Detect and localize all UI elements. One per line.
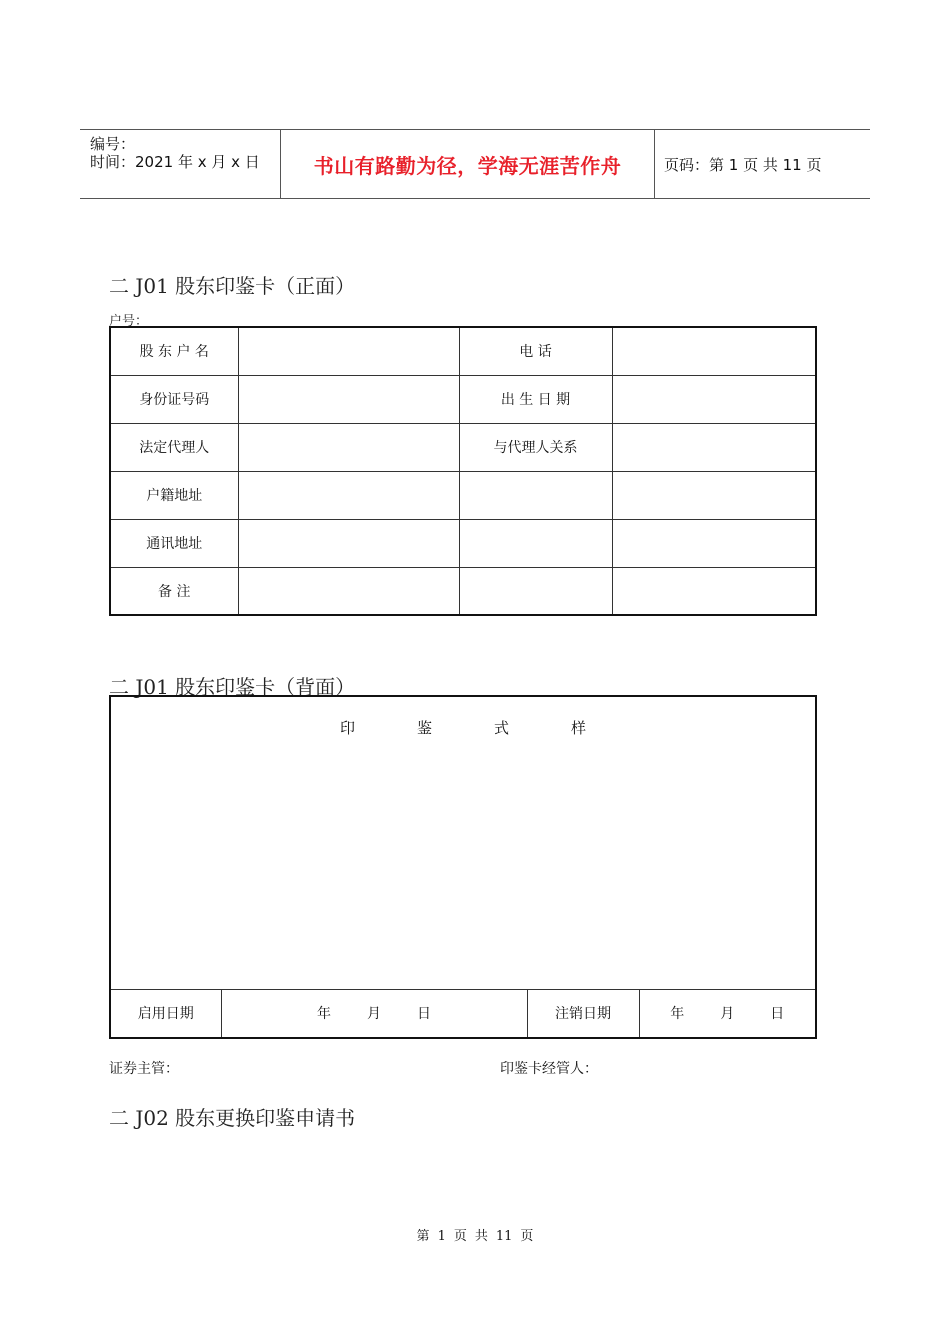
seal-char: 鉴 (416, 719, 432, 737)
card-keeper-label: 印鉴卡经管人： (500, 1061, 598, 1077)
page-word: 页 (453, 1229, 467, 1244)
row-label: 通讯地址 (110, 519, 238, 567)
page-word: 页 (520, 1229, 534, 1244)
value-cell[interactable] (459, 519, 612, 567)
value-cell[interactable] (238, 423, 459, 471)
year-label: 年 (317, 1006, 331, 1023)
page-info-text: 页码：第 1 页 共 11 页 (664, 155, 822, 174)
document-header (80, 129, 870, 199)
start-date-label: 启用日期 (110, 990, 221, 1038)
seal-char: 式 (494, 719, 510, 737)
table-row (110, 990, 816, 1038)
header-motto (281, 130, 655, 198)
row-label: 身份证号码 (110, 375, 238, 423)
page-word: 共 (474, 1229, 488, 1244)
value-cell[interactable] (238, 567, 459, 615)
row-label: 法定代理人 (110, 423, 238, 471)
motto-text: 书山有路勤为径，学海无涯苦作舟 (313, 153, 622, 178)
seal-specimen-title (111, 717, 815, 738)
value-cell[interactable] (238, 327, 459, 375)
table-row (110, 696, 816, 990)
time-label: 时间：2021 年 x 月 x 日 (90, 153, 260, 171)
row-label: 股 东 户 名 (110, 327, 238, 375)
value-cell[interactable] (459, 471, 612, 519)
back-section-title: 二 J01 股东印鉴卡（背面） (109, 675, 356, 699)
seal-char: 印 (339, 719, 355, 737)
value-cell[interactable] (612, 423, 816, 471)
start-date-field[interactable] (221, 990, 527, 1038)
row-label: 电 话 (459, 327, 612, 375)
table-row (110, 519, 816, 567)
seal-char: 样 (571, 719, 587, 737)
cancel-date-label: 注销日期 (527, 990, 639, 1038)
page-word: 第 (416, 1229, 430, 1244)
value-cell[interactable] (612, 519, 816, 567)
header-page-info (655, 130, 870, 198)
row-label: 备 注 (110, 567, 238, 615)
month-label: 月 (367, 1006, 381, 1023)
back-card-table (109, 695, 817, 1039)
year-label: 年 (670, 1006, 685, 1023)
table-row (110, 423, 816, 471)
value-cell[interactable] (612, 375, 816, 423)
table-row (110, 567, 816, 615)
header-meta (80, 130, 281, 198)
front-card-table (109, 326, 817, 616)
seal-specimen-area[interactable] (110, 696, 816, 990)
value-cell[interactable] (612, 567, 816, 615)
value-cell[interactable] (238, 375, 459, 423)
table-row (110, 375, 816, 423)
value-cell[interactable] (612, 327, 816, 375)
page-current: 1 (437, 1229, 446, 1244)
page-number-footer (0, 1225, 950, 1244)
month-label: 月 (720, 1006, 735, 1023)
account-label: 户号： (109, 314, 149, 329)
value-cell[interactable] (238, 519, 459, 567)
cancel-date-field[interactable] (639, 990, 816, 1038)
day-label: 日 (770, 1006, 785, 1023)
day-label: 日 (417, 1006, 431, 1023)
table-row (110, 327, 816, 375)
securities-manager-label: 证券主管： (109, 1061, 179, 1077)
row-label: 出 生 日 期 (459, 375, 612, 423)
front-section-title: 二 J01 股东印鉴卡（正面） (109, 274, 356, 298)
value-cell[interactable] (612, 471, 816, 519)
page-total: 11 (495, 1229, 513, 1244)
serial-label: 编号： (90, 135, 136, 153)
row-label: 与代理人关系 (459, 423, 612, 471)
value-cell[interactable] (238, 471, 459, 519)
value-cell[interactable] (459, 567, 612, 615)
table-row (110, 471, 816, 519)
row-label: 户籍地址 (110, 471, 238, 519)
j02-section-title: 二 J02 股东更换印鉴申请书 (109, 1106, 356, 1130)
